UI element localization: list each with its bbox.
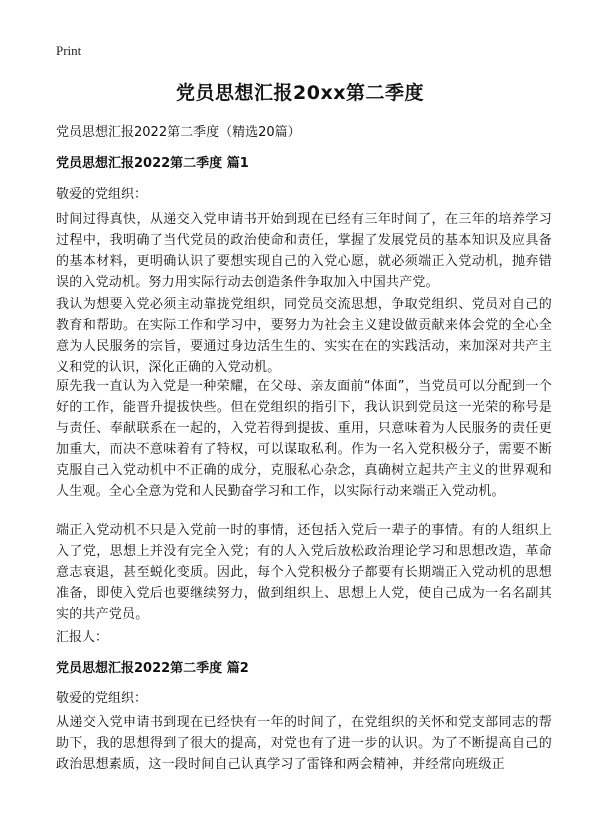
paragraph-1-2: 我认为想要入党必须主动靠拢党组织，同党员交流思想，争取党组织、党员对自己的教育和帮助。在实际工作和学习中，要努力为社会主义建设做贡献来体会党的全心全意为人民服务的宗旨，要通过身边活生生的、实实在在的实践活动，来加深对共产主义和党的认识，深化正确的入党动机。 <box>56 297 552 375</box>
section-heading-2: 党员思想汇报2022第二季度 篇2 <box>56 661 249 676</box>
paragraph-1-3: 原先我一直认为入党是一种荣耀，在父母、亲友面前“体面”，当党员可以分配到一个好的工作，能晋升提拔快些。但在党组织的指引下，我认识到党员这一光荣的称号是与责任、奉献联系在一起的，入党若得到提拔、重用，只意味着为人民服务的责任更加重大，而决不意味着有了特权，可以谋取私利。作为一名入党积极分子，需要不断克服自己入党动机中不正确的成分，克服私心杂念，真确树立起共产主义的世界观和人生观。全心全意为党和人民勤奋学习和工作，以实际行动来端正入党动机。 <box>56 379 552 499</box>
section-heading-1: 党员思想汇报2022第二季度 篇1 <box>56 156 249 171</box>
reporter-line: 汇报人： <box>56 630 109 645</box>
paragraph-1-4: 端正入党动机不只是入党前一时的事情，还包括入党后一辈子的事情。有的人组织上入了党，思想上并没有完全入党；有的人入党后放松政治理论学习和思想改造，革命意志衰退，甚至蜕化变质。因此，每个入党积极分子都要有长期端正入党动机的思想准备，即使入党后也要继续努力，做到组织上、思想上人党，使自己成为一名名副其实的共产党员。 <box>56 523 552 622</box>
paragraph-1-1: 时间过得真快，从递交入党申请书开始到现在已经有三年时间了，在三年的培养学习过程中，我明确了当代党员的政治使命和责任，掌握了发展党员的基本知识及应具备的基本材料，更明确认识了要想实现自己的入党心愿，就必须端正入党动机，抛弃错误的入党动机。努力用实际行动去创造条件争取加入中国共产党。 <box>56 212 552 290</box>
paragraph-2-1: 从递交入党申请书到现在已经快有一年的时间了，在党组织的关怀和党支部同志的帮助下，我的思想得到了很大的提高，对党也有了进一步的认识。为了不断提高自己的政治思想素质，这一段时间自己认真学习了雷锋和两会精神，并经常向班级正 <box>56 715 552 772</box>
document-title: 党员思想汇报20xx第二季度 <box>176 82 424 104</box>
print-label[interactable]: Print <box>56 43 82 58</box>
salutation-1: 敬爱的党组织： <box>56 187 148 202</box>
salutation-2: 敬爱的党组织： <box>56 691 148 706</box>
document-subtitle: 党员思想汇报2022第二季度（精选20篇） <box>56 125 301 140</box>
